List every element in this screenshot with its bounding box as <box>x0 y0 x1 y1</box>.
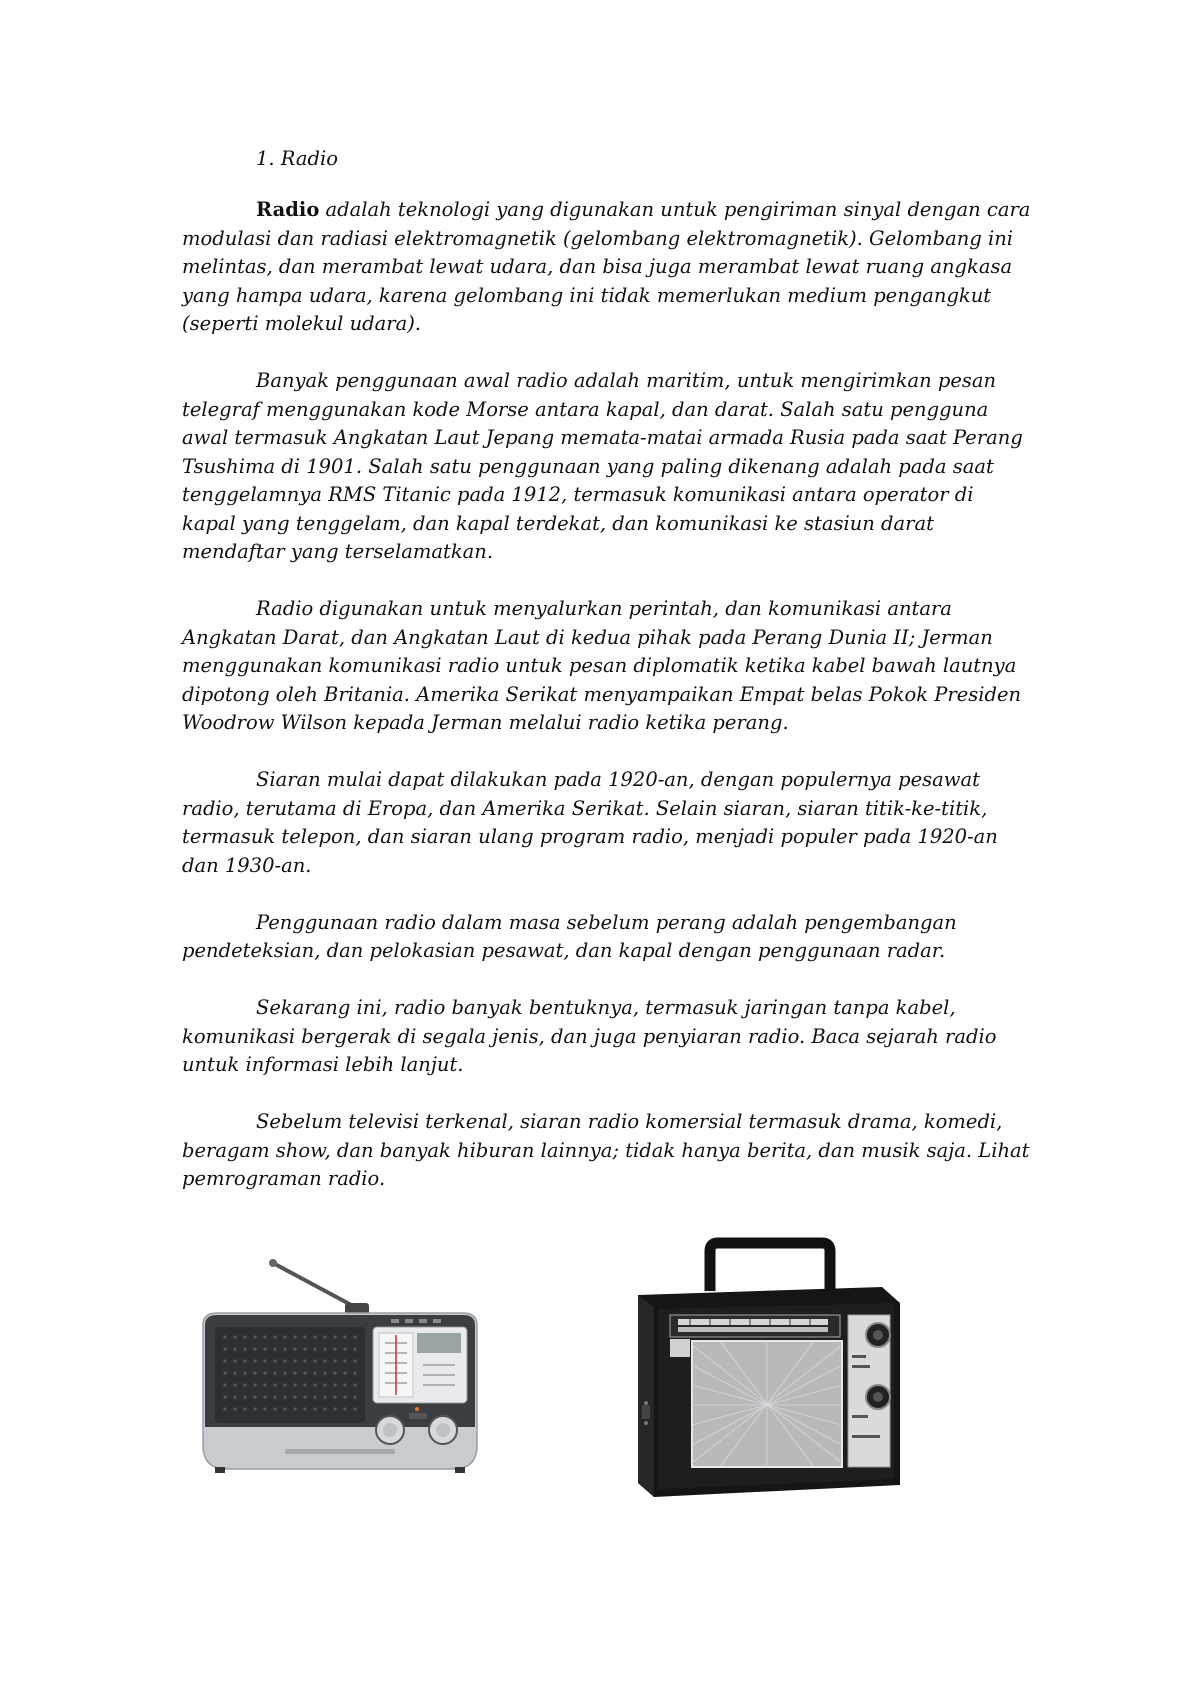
portable-radio-image <box>195 1255 485 1485</box>
intro-paragraph <box>182 196 1032 339</box>
lead-term: Radio <box>256 198 320 221</box>
paragraph-radar: Penggunaan radio dalam masa sebelum perang adalah pengembangan pendeteksian, dan pelokasian pesawat, dan kapal dengan penggunaan radar. <box>182 910 957 962</box>
intro-text: adalah teknologi yang digunakan untuk pengiriman sinyal dengan cara modulasi dan radiasi elektromagnetik (gelombang elektromagnetik). Gelombang ini melintas, dan merambat lewat udara, dan bisa juga merambat lewat ruang angkasa yang hampa udara, karena gelombang ini tidak memerlukan medium pengangkut (seperti molekul udara). <box>182 198 1031 335</box>
body-text <box>182 196 1032 1222</box>
paragraph-maritime: Banyak penggunaan awal radio adalah maritim, untuk mengirimkan pesan telegraf menggunakan kode Morse antara kapal, dan darat. Salah satu pengguna awal termasuk Angkatan Laut Jepang memata-matai armada Rusia pada saat Perang Tsushima di 1901. Salah satu penggunaan yang paling dikenang adalah pada saat tenggelamnya RMS Titanic pada 1912, termasuk komunikasi antara operator di kapal yang tenggelam, dan kapal terdekat, dan komunikasi ke stasiun darat mendaftar yang terselamatkan. <box>182 369 1023 563</box>
vintage-radio-image <box>630 1235 910 1505</box>
paragraph-war: Radio digunakan untuk menyalurkan perintah, dan komunikasi antara Angkatan Darat, dan Angkatan Laut di kedua pihak pada Perang Dunia II; Jerman menggunakan komunikasi radio untuk pesan diplomatik ketika kabel bawah lautnya dipotong oleh Britania. Amerika Serikat menyampaikan Empat belas Pokok Presiden Woodrow Wilson kepada Jerman melalui radio ketika perang. <box>182 597 1022 734</box>
paragraph-broadcast: Siaran mulai dapat dilakukan pada 1920-an, dengan populernya pesawat radio, terutama di Eropa, dan Amerika Serikat. Selain siaran, siaran titik-ke-titik, termasuk telepon, dan siaran ulang program radio, menjadi populer pada 1920-an dan 1930-an. <box>182 768 998 877</box>
paragraph-programming: Sebelum televisi terkenal, siaran radio komersial termasuk drama, komedi, beragam show, dan banyak hiburan lainnya; tidak hanya berita, dan musik saja. Lihat pemrograman radio. <box>182 1110 1030 1190</box>
section-heading: 1. Radio <box>256 147 339 170</box>
paragraph-modern: Sekarang ini, radio banyak bentuknya, termasuk jaringan tanpa kabel, komunikasi bergerak di segala jenis, dan juga penyiaran radio. Baca sejarah radio untuk informasi lebih lanjut. <box>182 996 997 1076</box>
vintage-radio-illustration <box>630 1235 910 1505</box>
portable-radio-illustration <box>195 1255 485 1485</box>
